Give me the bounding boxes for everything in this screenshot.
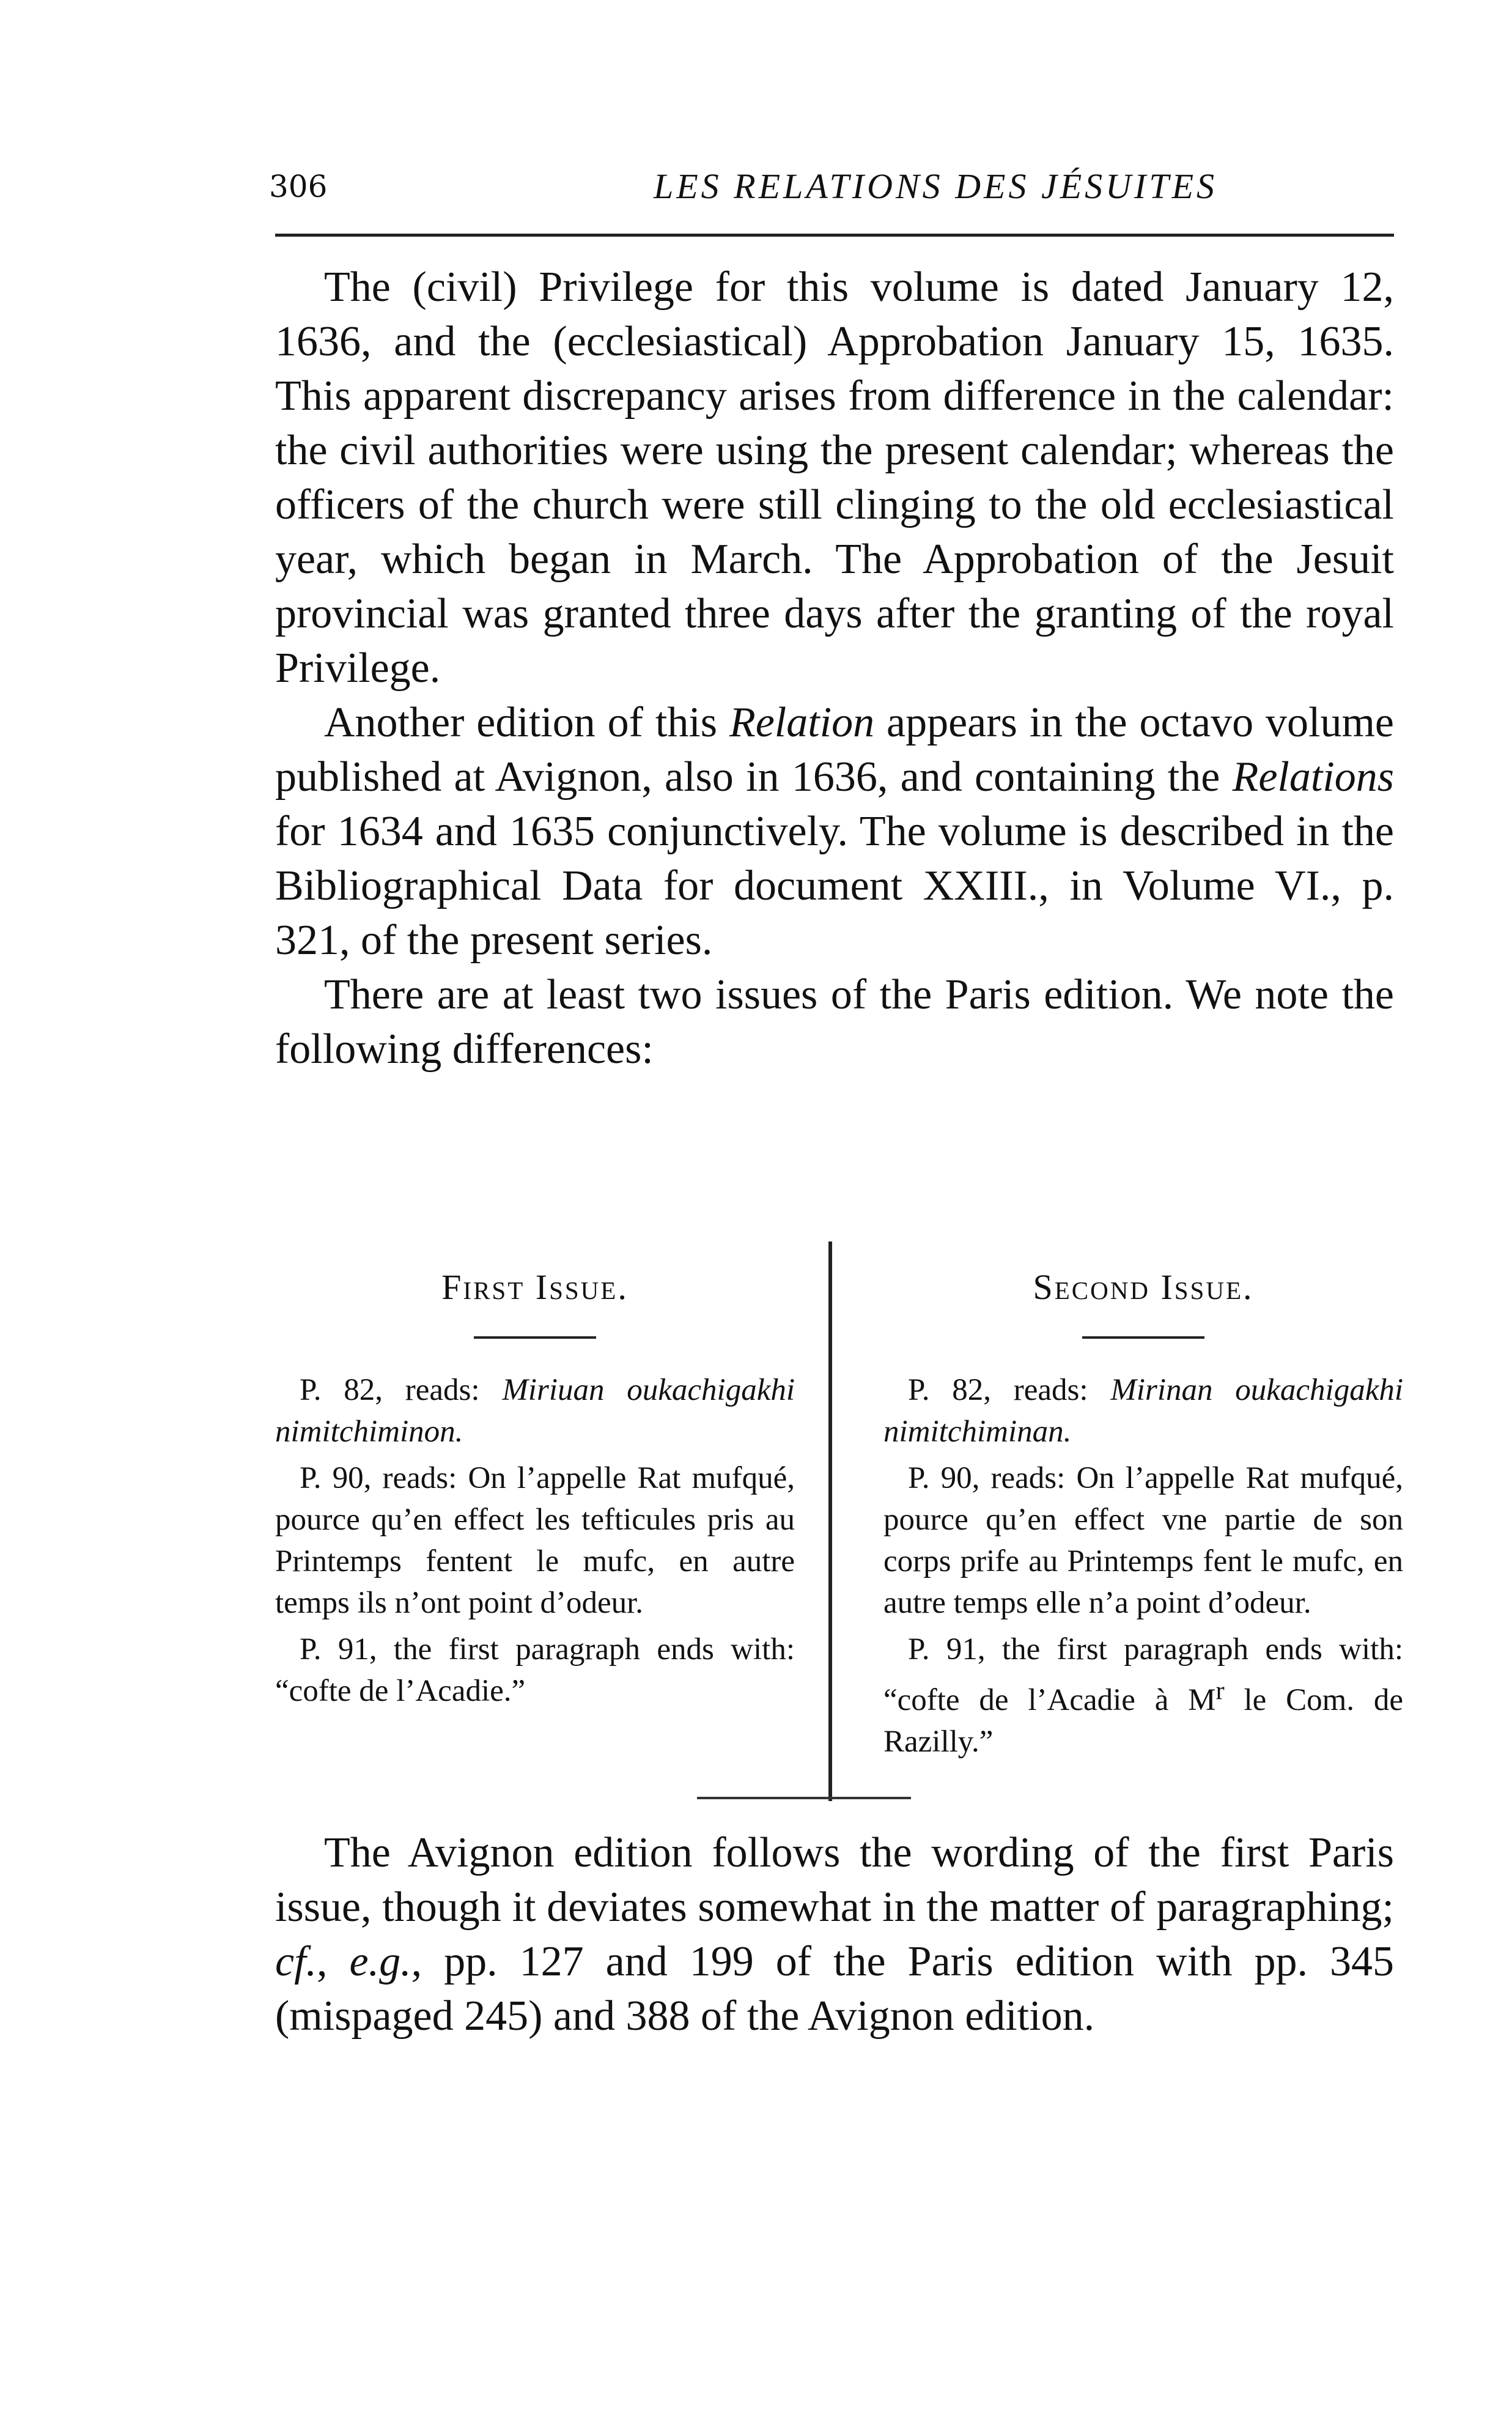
first-issue-item: P. 82, reads: Miriuan oukachigakhi nimitchiminon. <box>275 1373 795 1449</box>
paragraph-avignon-edition: Another edition of this Relation appears in the octavo volume published at Avignon, also in 1636, and containing the Relations for 1634 and 1635 conjunctively. The volume is described in the Bibliographical Data for document XXIII., in Volume VI., p. 321, of the present series. <box>275 699 1395 964</box>
first-issue-item: P. 91, the first paragraph ends with: “cofte de l’Acadie.” <box>275 1632 795 1708</box>
header-rule <box>275 234 1394 237</box>
first-issue-rule <box>474 1336 596 1339</box>
second-issue-column <box>883 1241 1403 1767</box>
second-issue-rule <box>1082 1336 1204 1339</box>
running-title: LES RELATIONS DES JÉSUITES <box>653 166 1218 206</box>
body-text <box>275 260 1394 1076</box>
second-issue-item: P. 91, the first paragraph ends with: “cofte de l’Acadie à $M^r$ le Com. de Razilly.” <box>883 1632 1403 1759</box>
first-issue-heading: First Issue. <box>441 1267 629 1307</box>
first-issue-column <box>275 1241 795 1717</box>
closing-text <box>275 1826 1394 2043</box>
paragraph-privilege: The (civil) Privilege for this volume is dated January 12, 1636, and the (ecclesiastical) Approbation January 15, 1635. This apparent discrepancy arises from difference in the calendar: the civil authorities were using the present calendar; whereas the officers of the church were still clinging to the old ecclesiastical year, which began in March. The Approbation of the Jesuit provincial was granted three days after the granting of the royal Privilege. <box>275 264 1394 692</box>
italic-relation: Relation <box>729 699 875 746</box>
columns-bottom-rule <box>697 1797 911 1799</box>
paragraph-closing: The Avignon edition follows the wording of the first Paris issue, though it deviates somewhat in the matter of paragraphing; cf., e.g., pp. 127 and 199 of the Paris edition with pp. 345 (mispaged 245) and 388 of the Avignon edition. <box>275 1829 1394 2040</box>
second-issue-item: P. 82, reads: Mirinan oukachigakhi nimitchiminan. <box>883 1373 1404 1449</box>
column-divider <box>828 1241 832 1801</box>
italic-relations: Relations <box>1232 753 1394 801</box>
second-issue-item: P. 90, reads: On l’appelle Rat mufqué, pource qu’en effect vne partie de son corps prife au Printemps fent le mufc, en autre temps elle n’a point d’odeur. <box>883 1461 1403 1620</box>
issue-comparison <box>275 1241 1404 1801</box>
page-number: 306 <box>269 169 328 204</box>
paragraph-issues: There are at least two issues of the Paris edition. We note the following differences: <box>275 971 1394 1073</box>
first-issue-item: P. 90, reads: On l’appelle Rat mufqué, pource qu’en effect les tefticules pris au Printemps fentent le mufc, en autre temps ils n’ont point d’odeur. <box>275 1461 795 1620</box>
page-header <box>263 168 1391 223</box>
second-issue-heading: Second Issue. <box>1033 1267 1254 1307</box>
